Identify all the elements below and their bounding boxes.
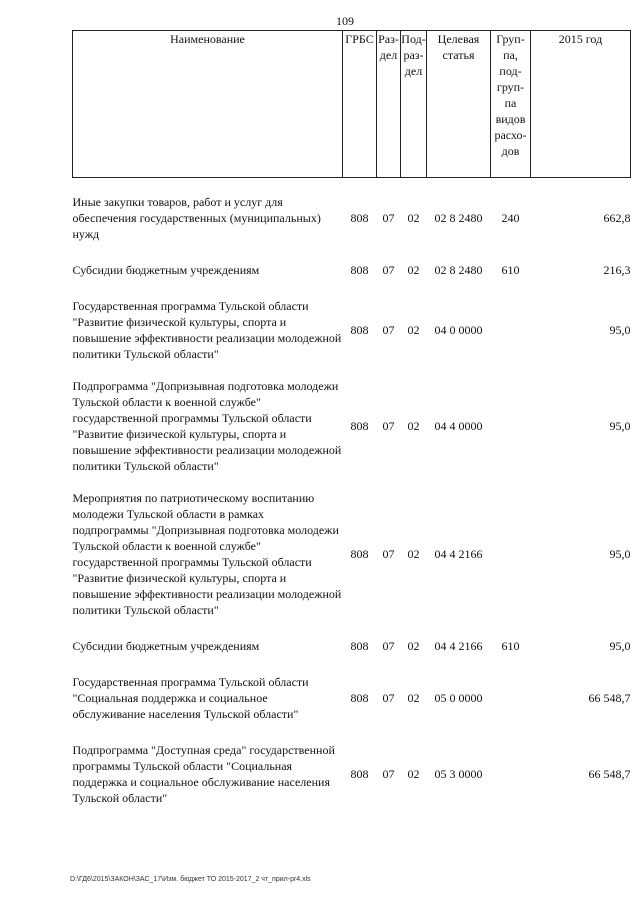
- row-name: Государственная программа Тульской области "Развитие физической культуры, спорта и повышение эффективности реализации молодежной политики Тульской области": [72, 299, 342, 361]
- row-name: Иные закупки товаров, работ и услуг для обеспечения государственных (муниципальных) нужд: [72, 195, 321, 241]
- file-path-footer: D:\ГД6\2015\ЗАКОН\ЗАС_17\Изм. бюджет ТО 2015-2017_2 чт_прил-pr4.xls: [70, 876, 311, 883]
- row-group: [491, 670, 531, 726]
- row-target: 04 4 2166: [434, 639, 483, 653]
- header-group: Груп- па, под- груп- па видов расхо- дов: [491, 31, 531, 178]
- row-podrazdel: 02: [407, 419, 420, 433]
- row-grbs: 808: [350, 639, 369, 653]
- table-row: [73, 670, 631, 726]
- row-podrazdel: 02: [407, 547, 420, 561]
- table-row: [73, 294, 631, 366]
- row-podrazdel: 02: [407, 263, 420, 277]
- row-grbs: 808: [350, 263, 369, 277]
- row-group: 610: [501, 639, 520, 653]
- row-amount: 95,0: [609, 547, 631, 561]
- row-podrazdel: 02: [407, 639, 420, 653]
- row-group: [491, 738, 531, 810]
- row-grbs: 808: [350, 211, 369, 225]
- row-target: 05 0 0000: [434, 691, 483, 705]
- row-name: Подпрограмма "Доступная среда" государственной программы Тульской области "Социальная поддержка и социальное обслуживание населения Тульской области": [72, 743, 335, 805]
- row-razdel: 07: [382, 767, 395, 781]
- row-name: Мероприятия по патриотическому воспитанию молодежи Тульской области в рамках подпрограммы "Допризывная подготовка молодежи Тульской области к военной службе" государственной программы Тульской области "Развитие физической культуры, спорта и повышение эффективности реализации молодежной политики Тульской области": [72, 491, 342, 617]
- row-group: [491, 294, 531, 366]
- table-row: [73, 258, 631, 282]
- budget-table: [72, 30, 631, 810]
- header-podrazdel: Под- раз- дел: [401, 31, 427, 178]
- row-razdel: 07: [382, 323, 395, 337]
- row-amount: 662,8: [603, 211, 631, 225]
- row-razdel: 07: [382, 547, 395, 561]
- row-target: 02 8 2480: [434, 263, 483, 277]
- row-razdel: 07: [382, 211, 395, 225]
- row-target: 04 0 0000: [434, 323, 483, 337]
- header-target: Целевая статья: [427, 31, 491, 178]
- row-razdel: 07: [382, 639, 395, 653]
- table-row: [73, 190, 631, 246]
- row-target: 02 8 2480: [434, 211, 483, 225]
- row-target: 05 3 0000: [434, 767, 483, 781]
- row-group: [491, 378, 531, 474]
- page-number: 109: [336, 14, 354, 28]
- row-razdel: 07: [382, 691, 395, 705]
- header-grbs: ГРБС: [343, 31, 377, 178]
- header-name: Наименование: [73, 31, 343, 178]
- row-amount: 95,0: [609, 639, 631, 653]
- row-target: 04 4 0000: [434, 419, 483, 433]
- table-row: [73, 634, 631, 658]
- row-razdel: 07: [382, 419, 395, 433]
- row-name: Субсидии бюджетным учреждениям: [72, 639, 260, 653]
- row-name: Подпрограмма "Допризывная подготовка молодежи Тульской области к военной службе" государственной программы Тульской области "Развитие физической культуры, спорта и повышение эффективности реализации молодежной политики Тульской области": [72, 379, 342, 473]
- row-podrazdel: 02: [407, 211, 420, 225]
- row-target: 04 4 2166: [434, 547, 483, 561]
- header-razdel: Раз- дел: [377, 31, 401, 178]
- row-amount: 66 548,7: [588, 767, 631, 781]
- row-grbs: 808: [350, 767, 369, 781]
- table-row: [73, 378, 631, 474]
- row-amount: 95,0: [609, 419, 631, 433]
- table-row: [73, 486, 631, 622]
- row-amount: 66 548,7: [588, 691, 631, 705]
- row-amount: 95,0: [609, 323, 631, 337]
- row-podrazdel: 02: [407, 767, 420, 781]
- row-name: Государственная программа Тульской области "Социальная поддержка и социальное обслуживание населения Тульской области": [72, 675, 309, 721]
- row-group: 610: [501, 263, 520, 277]
- table-body: [73, 178, 631, 811]
- row-razdel: 07: [382, 263, 395, 277]
- row-name: Субсидии бюджетным учреждениям: [72, 263, 260, 277]
- row-podrazdel: 02: [407, 691, 420, 705]
- row-podrazdel: 02: [407, 323, 420, 337]
- row-grbs: 808: [350, 691, 369, 705]
- row-grbs: 808: [350, 419, 369, 433]
- row-group: 240: [501, 211, 520, 225]
- row-group: [491, 486, 531, 622]
- row-grbs: 808: [350, 323, 369, 337]
- table-row: [73, 738, 631, 810]
- header-year: 2015 год: [531, 31, 631, 178]
- header-row: [73, 31, 631, 178]
- row-amount: 216,3: [603, 263, 631, 277]
- row-grbs: 808: [350, 547, 369, 561]
